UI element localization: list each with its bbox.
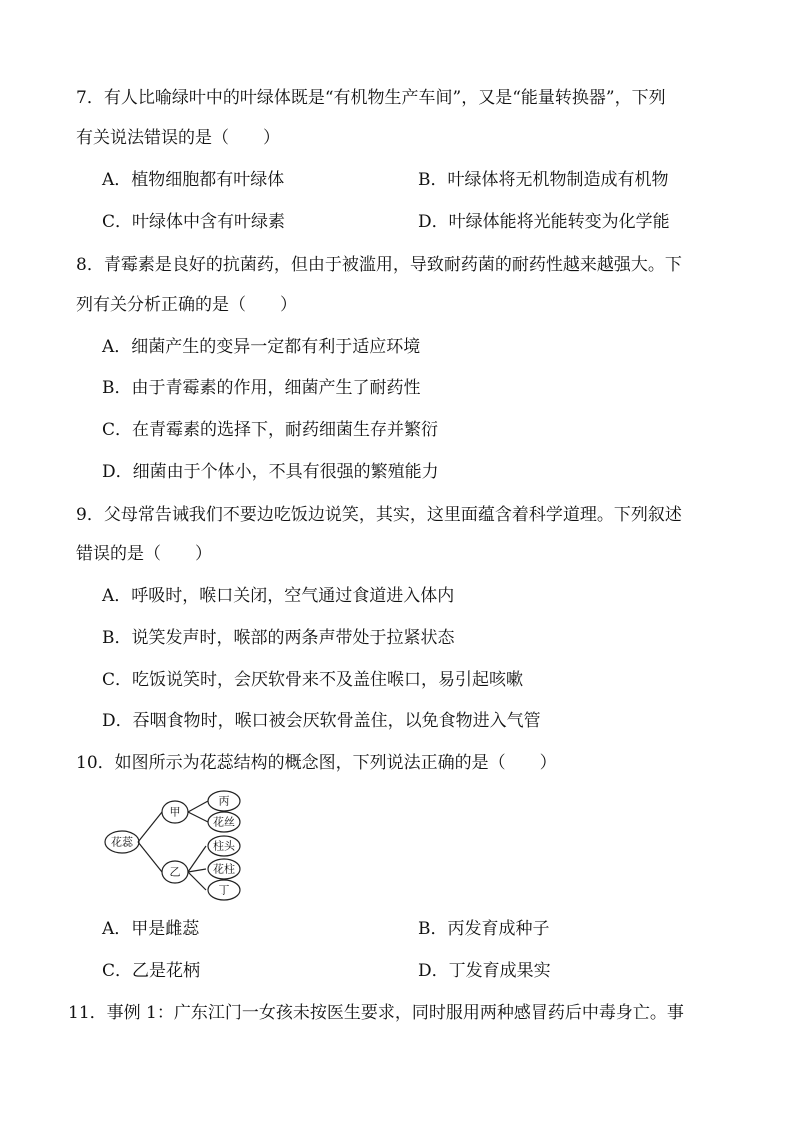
q8-option-d: D．细菌由于个体小，不具有很强的繁殖能力 (102, 462, 439, 482)
q9-option-a: A．呼吸时，喉口关闭，空气通过食道进入体内 (102, 586, 455, 606)
node-huazhu-label: 花柱 (213, 862, 235, 876)
q8-option-c: C．在青霉素的选择下，耐药细菌生存并繁衍 (102, 420, 439, 440)
q10-option-b: B．丙发育成种子 (418, 919, 550, 939)
q10-option-c: C．乙是花柄 (102, 961, 201, 981)
q9-option-d: D．吞咽食物时，喉口被会厌软骨盖住，以免食物进入气管 (102, 711, 541, 731)
stamen-pistil-concept-diagram (100, 786, 250, 906)
node-ding-label: 丁 (218, 883, 230, 897)
q7-stem-line1: 7．有人比喻绿叶中的叶绿体既是“有机物生产车间”，又是“能量转换器”，下列 (76, 88, 666, 108)
q10-option-a: A．甲是雌蕊 (102, 919, 200, 939)
q9-option-c: C．吃饭说笑时，会厌软骨来不及盖住喉口，易引起咳嗽 (102, 670, 524, 690)
node-bing-label: 丙 (218, 794, 230, 808)
q11-stem-line1: 11．事例 1：广东江门一女孩未按医生要求，同时服用两种感冒药后中毒身亡。事 (68, 1003, 684, 1023)
q9-stem-line2: 错误的是（ ） (76, 544, 212, 564)
q9-stem-line1: 9．父母常告诫我们不要边吃饭边说笑，其实，这里面蕴含着科学道理。下列叙述 (76, 505, 682, 525)
q7-option-c: C．叶绿体中含有叶绿素 (102, 212, 286, 232)
q7-stem-line2: 有关说法错误的是（ ） (76, 128, 280, 148)
q8-stem-line2: 列有关分析正确的是（ ） (76, 295, 297, 315)
q9-option-b: B．说笑发声时，喉部的两条声带处于拉紧状态 (102, 628, 455, 648)
q7-option-a: A．植物细胞都有叶绿体 (102, 170, 285, 190)
link-yi-ding (188, 872, 206, 890)
link-yi-huazhu (188, 869, 206, 872)
link-root-yi (138, 842, 162, 872)
node-zhutou-label: 柱头 (213, 839, 235, 853)
q7-option-d: D．叶绿体能将光能转变为化学能 (418, 212, 670, 232)
node-jia-label: 甲 (169, 805, 181, 819)
q7-option-b: B．叶绿体将无机物制造成有机物 (418, 170, 669, 190)
node-huasi-label: 花丝 (213, 815, 235, 829)
node-yi-label: 乙 (169, 865, 181, 879)
q10-stem: 10．如图所示为花蕊结构的概念图，下列说法正确的是（ ） (76, 753, 557, 773)
link-root-jia (138, 812, 162, 842)
link-yi-zhutou (188, 846, 206, 872)
link-jia-bing (188, 801, 208, 812)
node-root-label: 花蕊 (111, 835, 133, 849)
link-jia-huasi (188, 812, 208, 822)
q8-stem-line1: 8．青霉素是良好的抗菌药，但由于被滥用，导致耐药菌的耐药性越来越强大。下 (76, 255, 682, 275)
q8-option-b: B．由于青霉素的作用，细菌产生了耐药性 (102, 378, 421, 398)
q8-option-a: A．细菌产生的变异一定都有利于适应环境 (102, 337, 421, 357)
q10-option-d: D．丁发育成果实 (418, 961, 551, 981)
